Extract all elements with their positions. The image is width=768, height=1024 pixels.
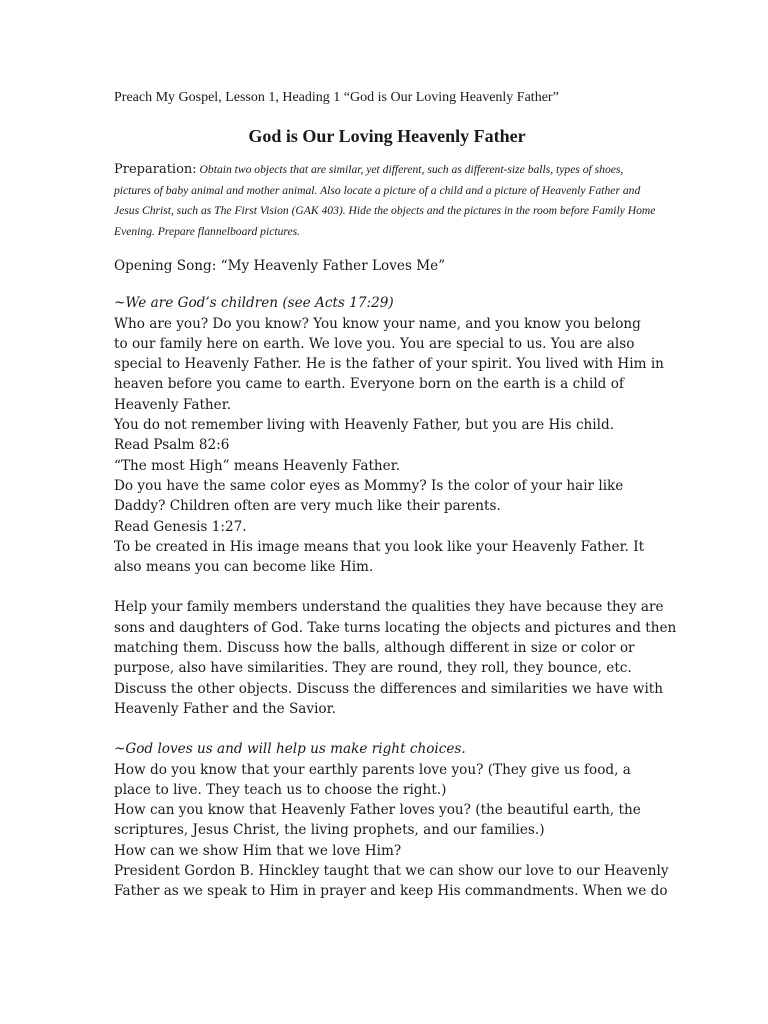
text-line: scriptures, Jesus Christ, the living prophets, and our families.) xyxy=(114,822,545,839)
text-line: Do you have the same color eyes as Mommy? Is the color of your hair like xyxy=(114,477,624,494)
text-line: “The most High” means Heavenly Father. xyxy=(114,457,401,474)
text-line: How can we show Him that we love Him? xyxy=(114,842,402,859)
text-line: sons and daughters of God. Take turns locating the objects and pictures and then xyxy=(114,619,677,636)
document-body xyxy=(114,88,677,902)
running-title: Preach My Gospel, Lesson 1, Heading 1 “God is Our Loving Heavenly Father” xyxy=(114,90,559,105)
text-line: Heavenly Father and the Savior. xyxy=(114,700,336,717)
text-line: Father as we speak to Him in prayer and keep His commandments. When we do xyxy=(114,883,668,900)
paragraph-spacer xyxy=(114,719,660,739)
document-title: God is Our Loving Heavenly Father xyxy=(248,126,526,146)
preparation-label: Preparation: xyxy=(114,162,197,177)
preparation-text: Obtain two objects that are similar, yet different, such as different-size balls, types of shoes, pictures of baby animal and mother animal. Also locate a picture of a child and a picture of Heavenly Father and Jesus Christ, such as The First Vision (GAK 403). Hide the objects and the pictures in the room before Family Home Evening. Prepare flannelboard pictures. xyxy=(114,163,656,238)
text-line: How can you know that Heavenly Father loves you? (the beautiful earth, the xyxy=(114,802,641,819)
text-line: heaven before you came to earth. Everyone born on the earth is a child of xyxy=(114,376,624,393)
text-line: special to Heavenly Father. He is the father of your spirit. You lived with Him in xyxy=(114,356,664,373)
text-line: to our family here on earth. We love you. You are special to us. You are also xyxy=(114,335,635,352)
text-line: Read Genesis 1:27. xyxy=(114,518,247,535)
text-line: Read Psalm 82:6 xyxy=(114,437,230,454)
text-line: How do you know that your earthly parents love you? (They give us food, a xyxy=(114,761,631,778)
text-line: place to live. They teach us to choose the right.) xyxy=(114,781,447,798)
text-line: President Gordon B. Hinckley taught that we can show our love to our Heavenly xyxy=(114,863,669,880)
section-gods-children xyxy=(114,293,664,577)
text-line: Help your family members understand the qualities they have because they are xyxy=(114,599,664,616)
preparation-paragraph xyxy=(114,160,660,242)
text-line: purpose, also have similarities. They are round, they roll, they bounce, etc. xyxy=(114,660,632,677)
section-heading: ~God loves us and will help us make right choices. xyxy=(114,741,466,758)
text-line: You do not remember living with Heavenly Father, but you are His child. xyxy=(114,417,615,434)
section-heading: ~We are God’s children (see Acts 17:29) xyxy=(114,295,394,312)
section-god-loves-us xyxy=(114,739,669,901)
text-line: also means you can become like Him. xyxy=(114,559,374,576)
text-line: Who are you? Do you know? You know your name, and you know you belong xyxy=(114,315,641,332)
text-line: To be created in His image means that you look like your Heavenly Father. It xyxy=(114,538,645,555)
text-line: matching them. Discuss how the balls, although different in size or color or xyxy=(114,640,635,657)
paragraph-qualities xyxy=(114,597,677,719)
text-line: Daddy? Children often are very much like their parents. xyxy=(114,498,501,515)
text-line: Heavenly Father. xyxy=(114,396,232,413)
paragraph-spacer xyxy=(114,577,660,597)
text-line: Discuss the other objects. Discuss the differences and similarities we have with xyxy=(114,680,664,697)
opening-song: Opening Song: “My Heavenly Father Loves Me” xyxy=(114,258,446,274)
